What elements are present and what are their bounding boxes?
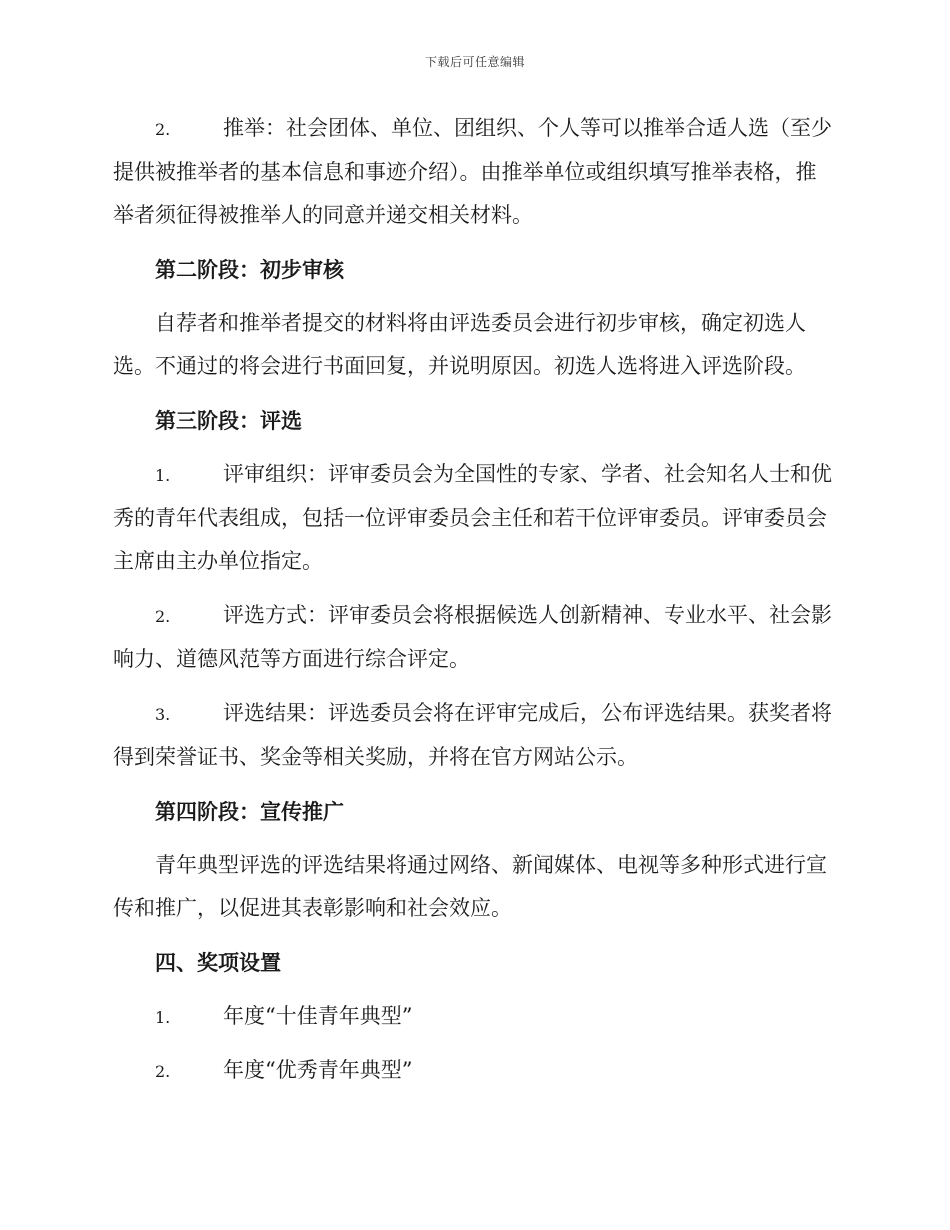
list-number: 3. — [155, 705, 171, 724]
stage3-heading: 第三阶段：评选 — [155, 408, 302, 433]
list-text: 年度“优秀青年典型” — [223, 1058, 413, 1082]
list-item-review-method — [113, 594, 835, 681]
document-body — [113, 107, 835, 1103]
list-text: 推举：社会团体、单位、团组织、个人等可以推举合适人选（至少提供被推举者的基本信息和事迹介绍）。由推举单位或组织填写推举表格，推举者须征得被推举人的同意并递交相关材料。 — [113, 116, 832, 227]
list-text: 评选结果：评选委员会将在评审完成后，公布评选结果。获奖者将得到荣誉证书、奖金等相关奖励，并将在官方网站公示。 — [113, 701, 832, 769]
list-number: 2. — [155, 607, 171, 626]
stage4-heading: 第四阶段：宣传推广 — [155, 799, 344, 824]
award-item-top-ten — [113, 995, 835, 1038]
stage4-paragraph: 青年典型评选的评选结果将通过网络、新闻媒体、电视等多种形式进行宣传和推广，以促进其表彰影响和社会效应。 — [113, 853, 827, 920]
list-item-recommend — [113, 107, 835, 237]
list-number: 2. — [155, 120, 171, 139]
list-number: 1. — [155, 466, 171, 485]
list-item-review-result — [113, 692, 835, 779]
stage2-paragraph: 自荐者和推举者提交的材料将由评选委员会进行初步审核，确定初选人选。不通过的将会进行书面回复，并说明原因。初选人选将进入评选阶段。 — [113, 311, 806, 378]
list-text: 年度“十佳青年典型” — [223, 1004, 413, 1028]
list-text: 评选方式：评审委员会将根据候选人创新精神、专业水平、社会影响力、道德风范等方面进行综合评定。 — [113, 603, 832, 671]
page-header-note: 下载后可任意编辑 — [424, 55, 525, 69]
list-number: 2. — [155, 1062, 171, 1081]
award-item-excellent — [113, 1049, 835, 1092]
stage2-heading: 第二阶段：初步审核 — [155, 257, 344, 282]
list-text: 评审组织：评审委员会为全国性的专家、学者、社会知名人士和优秀的青年代表组成，包括一位评审委员会主任和若干位评审委员。评审委员会主席由主办单位指定。 — [113, 462, 832, 573]
list-number: 1. — [155, 1008, 171, 1027]
list-item-review-org — [113, 453, 835, 583]
section4-heading: 四、奖项设置 — [155, 950, 281, 975]
